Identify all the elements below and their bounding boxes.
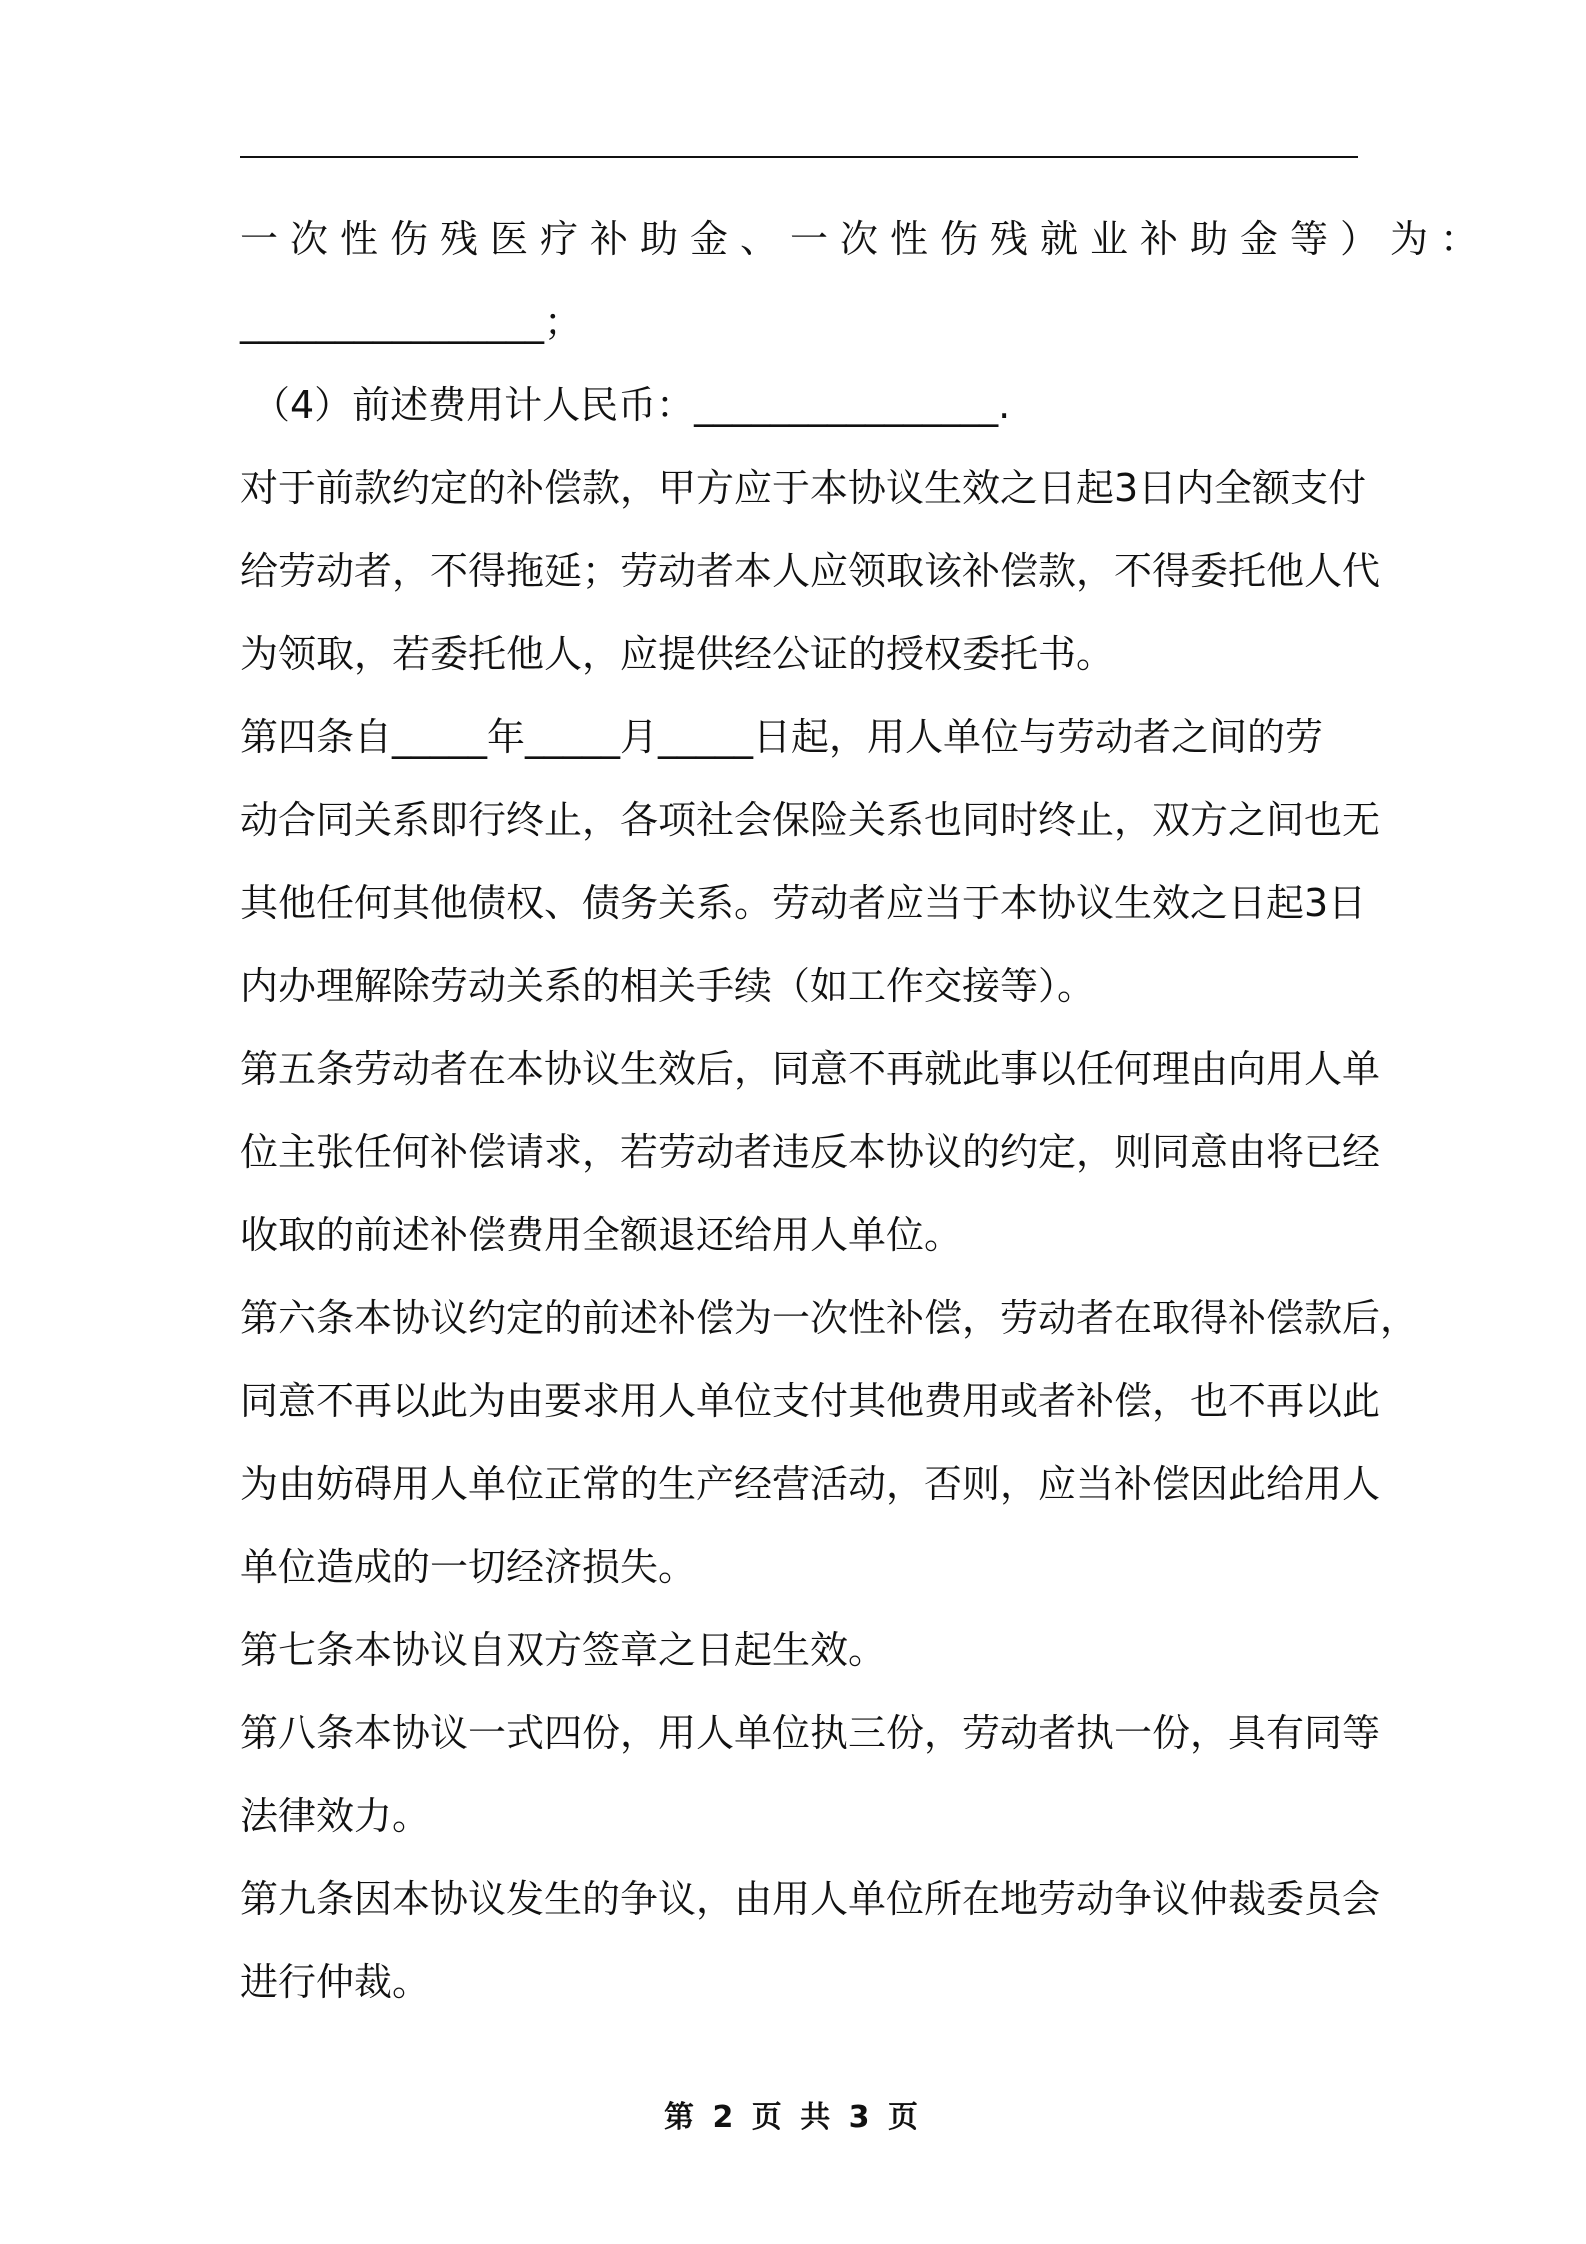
- text-line: 为领取，若委托他人，应提供经公证的授权委托书。: [240, 632, 1115, 676]
- text-line: 第八条本协议一式四份，用人单位执三份，劳动者执一份，具有同等: [240, 1711, 1381, 1755]
- header-rule: [240, 156, 1358, 158]
- document-body: [240, 198, 1491, 2024]
- text-line: 给劳动者，不得拖延；劳动者本人应领取该补偿款，不得委托他人代: [240, 549, 1381, 593]
- text-line: 法律效力。: [240, 1794, 431, 1838]
- text-line: 为由妨碍用人单位正常的生产经营活动，否则，应当补偿因此给用人: [240, 1462, 1381, 1506]
- text-line: 第六条本协议约定的前述补偿为一次性补偿，劳动者在取得补偿款后，: [240, 1296, 1419, 1340]
- text-line: 第五条劳动者在本协议生效后，同意不再就此事以任何理由向用人单: [240, 1047, 1381, 1091]
- text-line: 单位造成的一切经济损失。: [240, 1545, 697, 1589]
- text-line: （4）前述费用计人民币：________________.: [252, 383, 1011, 427]
- text-line: 动合同关系即行终止，各项社会保险关系也同时终止，双方之间也无: [240, 798, 1381, 842]
- text-line: 内办理解除劳动关系的相关手续（如工作交接等）。: [240, 964, 1096, 1008]
- text-line: 位主张任何补偿请求，若劳动者违反本协议的约定，则同意由将已经: [240, 1130, 1381, 1174]
- text-line: ________________；: [240, 300, 583, 344]
- text-line: 第四条自_____年_____月_____日起，用人单位与劳动者之间的劳: [240, 715, 1324, 759]
- text-line: 第九条因本协议发生的争议，由用人单位所在地劳动争议仲裁委员会: [240, 1877, 1381, 1921]
- page-indicator: 第 2 页 共 3 页: [664, 2100, 922, 2135]
- text-line: 收取的前述补偿费用全额退还给用人单位。: [240, 1213, 963, 1257]
- text-line: 同意不再以此为由要求用人单位支付其他费用或者补偿，也不再以此: [240, 1379, 1381, 1423]
- text-line: 进行仲裁。: [240, 1960, 431, 2004]
- text-line: 一次性伤残医疗补助金、一次性伤残就业补助金等）为：: [240, 217, 1491, 261]
- text-line: 其他任何其他债权、债务关系。劳动者应当于本协议生效之日起3日: [240, 881, 1367, 925]
- text-line: 对于前款约定的补偿款，甲方应于本协议生效之日起3日内全额支付: [240, 466, 1367, 510]
- text-line: 第七条本协议自双方签章之日起生效。: [240, 1628, 887, 1672]
